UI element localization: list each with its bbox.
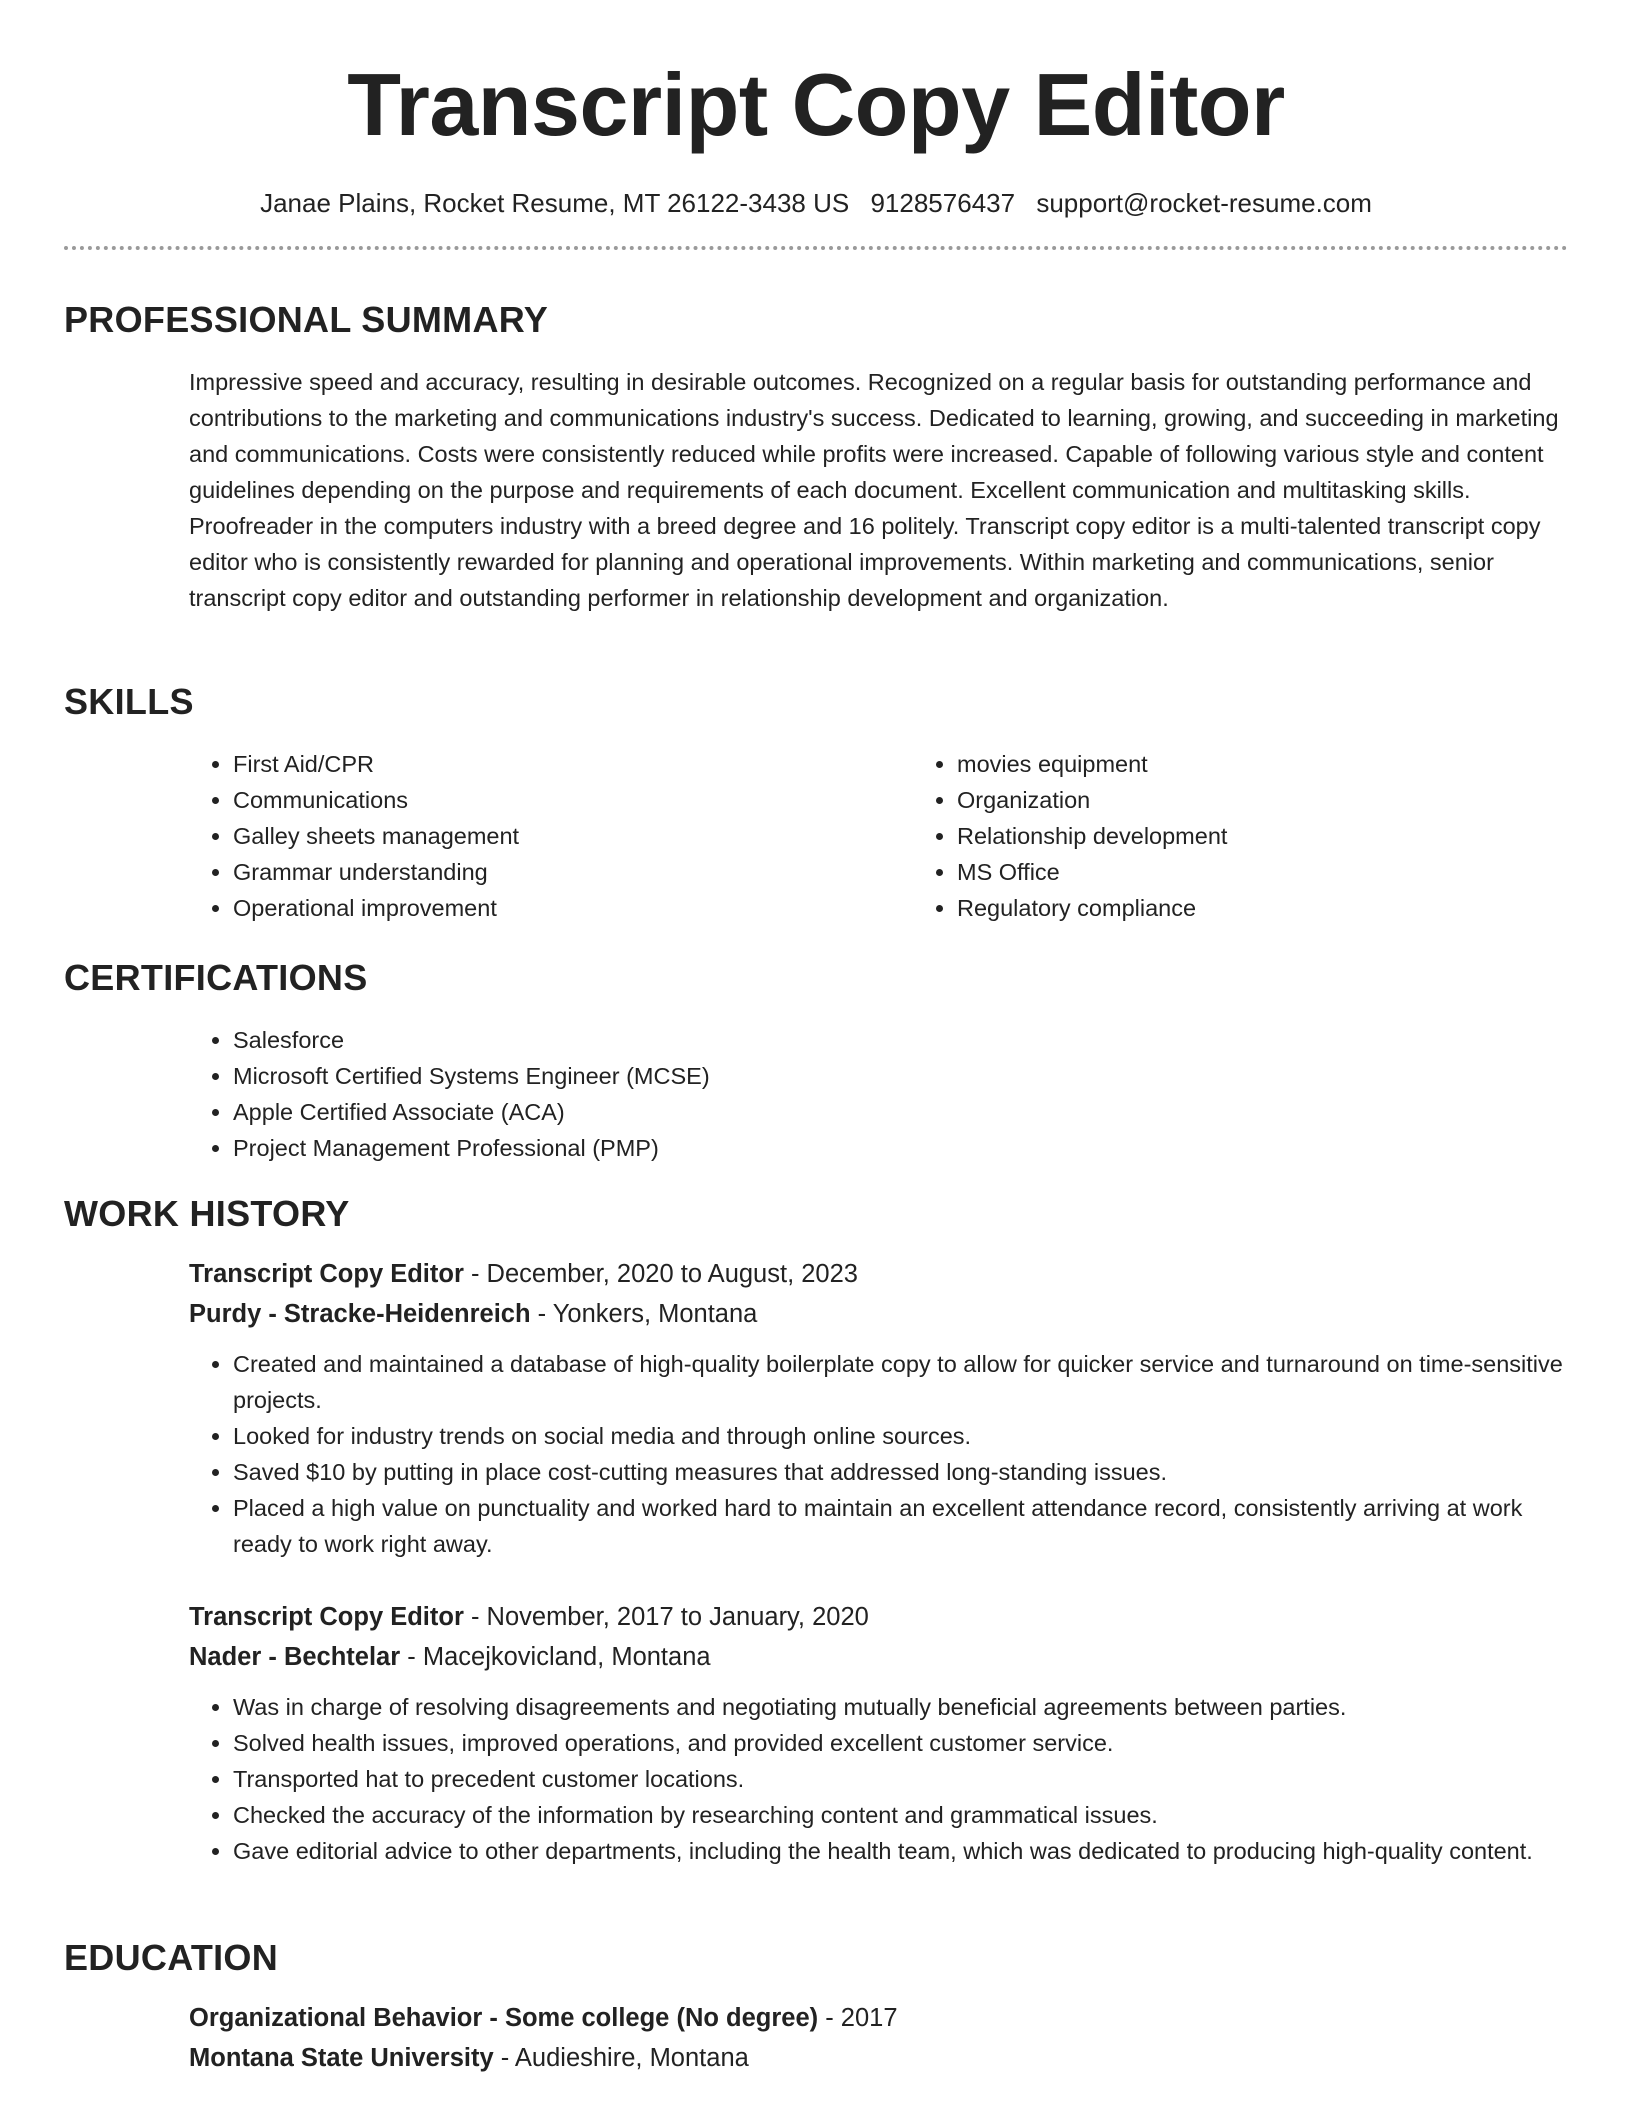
skill-item: • MS Office [957,854,1632,890]
skill-item: • First Aid/CPR [233,746,913,782]
resume-name: Transcript Copy Editor [347,55,1285,154]
job-entry [189,1254,1569,1562]
certifications-list [189,1022,710,1166]
education-degree-line [189,1998,1569,2038]
job-role: Transcript Copy Editor [189,1260,464,1288]
education-location: - Audieshire, Montana [493,2044,749,2072]
contact-address: Janae Plains, Rocket Resume, MT 26122-3438 US [260,188,850,218]
section-title-work-history: WORK HISTORY [64,1193,350,1234]
job-bullet: • Created and maintained a database of high-quality boilerplate copy to allow for quicker service and turnaround on time-sensitive projects. [233,1346,1569,1418]
job-bullet: • Placed a high value on punctuality and worked hard to maintain an excellent attendance record, consistently arriving at work ready to work right away. [233,1490,1569,1562]
job-company-line [189,1294,1569,1334]
header-divider [64,246,1568,250]
job-role-line [189,1254,1569,1294]
education-entry [189,1998,1569,2078]
job-bullet: • Saved $10 by putting in place cost-cutting measures that addressed long-standing issues. [233,1454,1569,1490]
skill-item: • Organization [957,782,1632,818]
contact-email: support@rocket-resume.com [1036,188,1372,218]
summary-body [64,364,1632,616]
skill-item: • Regulatory compliance [957,890,1632,926]
job-entry [189,1597,1569,1869]
skills-list [189,746,1632,926]
skills-column-left [189,746,913,926]
skills-column-right [913,746,1632,926]
education-year: - 2017 [818,2004,898,2032]
job-company: Purdy - Stracke-Heidenreich [189,1300,531,1328]
section-title-certifications: CERTIFICATIONS [64,957,368,998]
education-school: Montana State University [189,2044,494,2072]
job-bullets [189,1346,1569,1562]
job-location: - Macejkovicland, Montana [400,1643,711,1671]
job-bullet: • Gave editorial advice to other departments, including the health team, which was dedicated to producing high-quality content. [233,1833,1569,1869]
job-location: - Yonkers, Montana [530,1300,758,1328]
certification-item: • Project Management Professional (PMP) [233,1130,710,1166]
section-title-education: EDUCATION [64,1937,279,1978]
skill-item: • Communications [233,782,913,818]
job-bullets [189,1689,1569,1869]
section-title-summary: PROFESSIONAL SUMMARY [64,299,549,340]
job-bullet: • Transported hat to precedent customer locations. [233,1761,1569,1797]
skill-item: • Operational improvement [233,890,913,926]
job-bullet: • Looked for industry trends on social media and through online sources. [233,1418,1569,1454]
job-role-line [189,1597,1569,1637]
certification-item: • Microsoft Certified Systems Engineer (MCSE) [233,1058,710,1094]
education-school-line [189,2038,1569,2078]
job-bullet: • Checked the accuracy of the information by researching content and grammatical issues. [233,1797,1569,1833]
job-company: Nader - Bechtelar [189,1643,401,1671]
job-role: Transcript Copy Editor [189,1603,464,1631]
job-company-line [189,1637,1569,1677]
skill-item: • Relationship development [957,818,1632,854]
contact-line [64,186,1568,220]
job-dates: - November, 2017 to January, 2020 [463,1603,869,1631]
job-bullet: • Solved health issues, improved operations, and provided excellent customer service. [233,1725,1569,1761]
certification-item: • Salesforce [233,1022,710,1058]
section-title-skills: SKILLS [64,681,194,722]
job-bullet: • Was in charge of resolving disagreements and negotiating mutually beneficial agreements between parties. [233,1689,1569,1725]
contact-phone: 9128576437 [870,188,1016,218]
summary-text: Impressive speed and accuracy, resulting in desirable outcomes. Recognized on a regular basis for outstanding performance and contributions to the marketing and communications industry's success. Dedicated to learning, growing, and succeeding in marketing and communications. Costs were consistently reduced while profits were increased. Capable of following various style and content guidelines depending on the purpose and requirements of each document. Excellent communication and multitasking skills. Proofreader in the computers industry with a breed degree and 16 politely. Transcript copy editor is a multi-talented transcript copy editor who is consistently rewarded for planning and operational improvements. Within marketing and communications, senior transcript copy editor and outstanding performer in relationship development and organization. [189,369,1559,611]
certification-item: • Apple Certified Associate (ACA) [233,1094,710,1130]
job-dates: - December, 2020 to August, 2023 [463,1260,858,1288]
education-degree: Organizational Behavior - Some college (No degree) [189,2004,819,2032]
skill-item: • Grammar understanding [233,854,913,890]
skill-item: • movies equipment [957,746,1632,782]
skill-item: • Galley sheets management [233,818,913,854]
